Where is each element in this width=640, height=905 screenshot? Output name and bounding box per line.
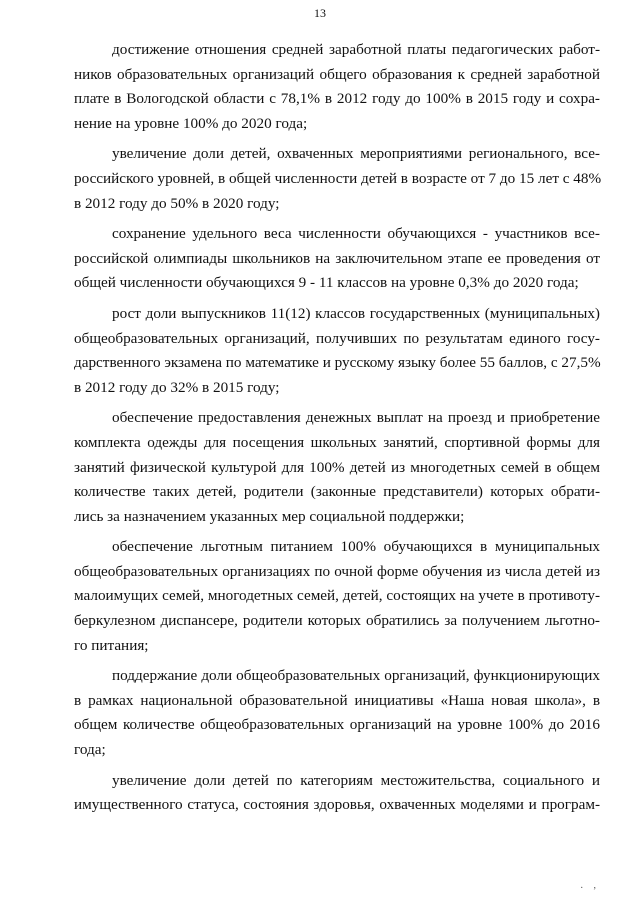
text-line: рост доли выпускников 11(12) классов государственных (муниципальных) (112, 304, 600, 322)
text-line: комплекта одежды для посещения школьных занятий, спортивной формы для (74, 433, 600, 451)
text-line: сохранение удельного веса численности обучающихся - участников все- (112, 225, 600, 243)
paragraph-8 (74, 769, 600, 818)
text-line: российской олимпиады школьников на заключительном этапе ее проведения от (74, 249, 600, 267)
text-line: года; (74, 741, 106, 759)
text-line: малоимущих семей, многодетных семей, детей, состоящих на учете в противоту- (74, 587, 600, 605)
text-line: российского уровней, в общей численности детей в возрасте от 7 до 15 лет с 48% (74, 169, 602, 187)
text-line: достижение отношения средней заработной платы педагогических работ- (112, 41, 600, 58)
page-number: 13 (314, 6, 326, 20)
text-line: в рамках национальной образовательной инициативы «Наша новая школа», в (74, 691, 600, 709)
text-line: го питания; (74, 636, 149, 654)
text-line: лись за назначением указанных мер социальной поддержки; (74, 507, 465, 525)
text-line: в 2012 году до 32% в 2015 году; (74, 378, 280, 396)
text-line: количестве таких детей, родители (законные представители) которых обрати- (74, 483, 600, 501)
text-line: обеспечение предоставления денежных выплат на проезд и приобретение (112, 409, 600, 427)
text-line: плате в Вологодской области с 78,1% в 2012 году до 100% в 2015 году и сохра- (74, 90, 600, 108)
text-line: общем количестве общеобразовательных организаций на уровне 100% до 2016 (74, 716, 600, 734)
paragraph-3 (74, 222, 600, 296)
document-body (74, 38, 600, 824)
text-line: увеличение доли детей, охваченных мероприятиями регионального, все- (112, 145, 600, 163)
paragraph-2 (74, 142, 600, 216)
text-line: беркулезном диспансере, родители которых обратились за получением льготно- (74, 612, 600, 630)
text-line: ников образовательных организаций общего образования к средней заработной (74, 65, 600, 83)
paragraph-6 (74, 535, 600, 658)
scan-corner-mark: . , (580, 880, 600, 891)
paragraph-5 (74, 406, 600, 529)
text-line: общеобразовательных организациях по очной форме обучения из числа детей из (74, 562, 600, 580)
text-line: обеспечение льготным питанием 100% обучающихся в муниципальных (112, 538, 600, 556)
text-line: занятий физической культурой для 100% детей из многодетных семей в общем (74, 458, 600, 476)
paragraph-4 (74, 302, 600, 400)
text-line: имущественного статуса, состояния здоровья, охваченных моделями и програм- (74, 796, 600, 814)
text-line: общей численности обучающихся 9 - 11 классов на уровне 0,3% до 2020 года; (74, 274, 579, 292)
text-line: дарственного экзамена по математике и русскому языку более 55 баллов, с 27,5% (74, 354, 601, 372)
text-line: увеличение доли детей по категориям местожительства, социального и (112, 771, 600, 789)
text-line: поддержание доли общеобразовательных организаций, функционирующих (112, 667, 600, 685)
text-line: нение на уровне 100% до 2020 года; (74, 114, 308, 132)
paragraph-1 (74, 38, 600, 136)
text-line: в 2012 году до 50% в 2020 году; (74, 194, 280, 212)
paragraph-7 (74, 664, 600, 762)
text-line: общеобразовательных организаций, получивших по результатам единого госу- (74, 329, 600, 347)
